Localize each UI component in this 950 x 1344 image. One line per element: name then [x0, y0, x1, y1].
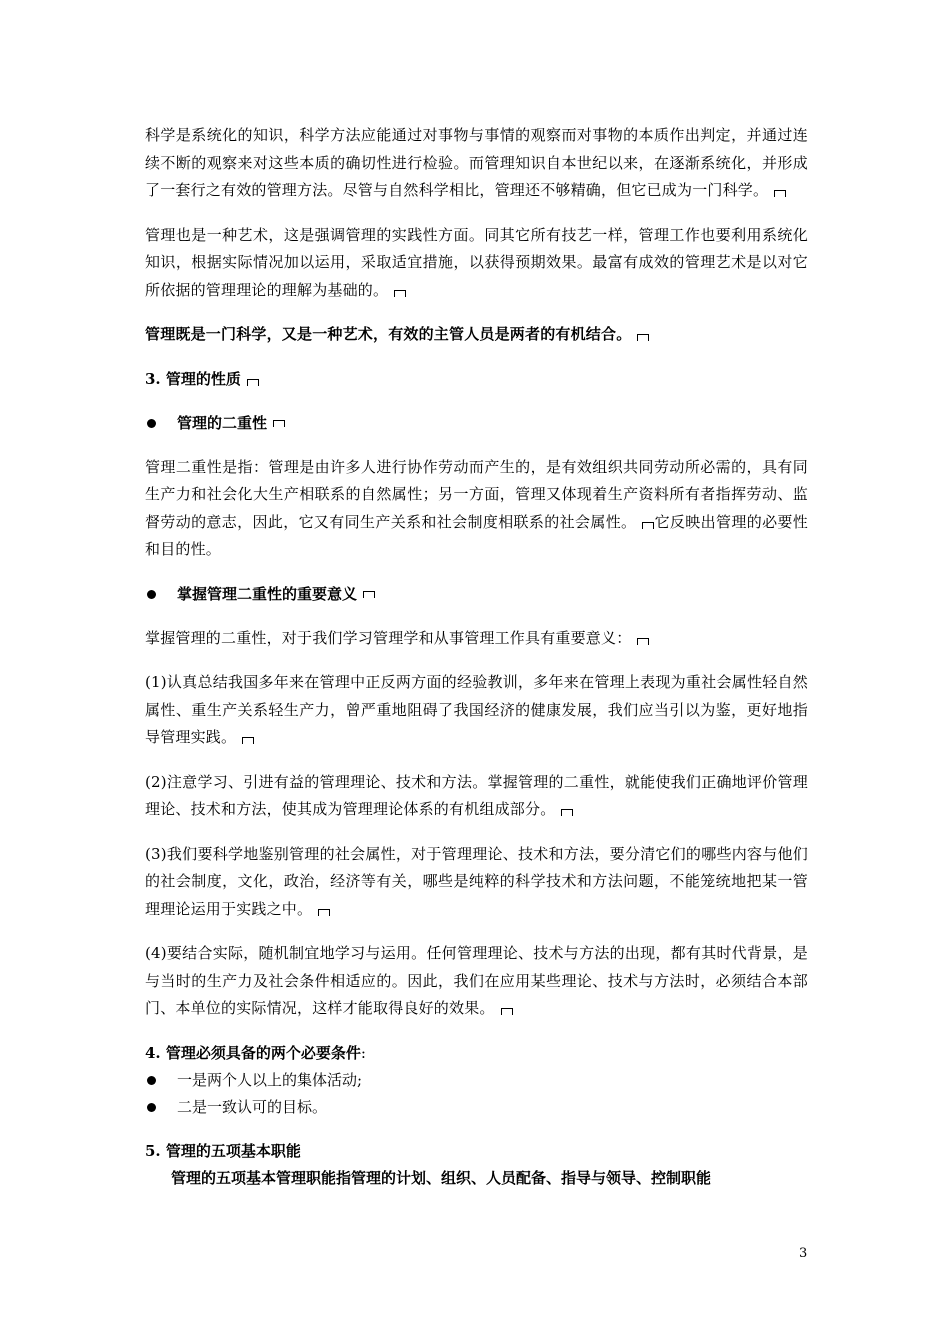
paragraph-mark-icon: [247, 379, 259, 386]
document-page: [145, 122, 808, 1192]
paragraph-mark-icon: [501, 1008, 513, 1015]
paragraph-mark-icon: [273, 420, 285, 427]
bullet-significance: [145, 581, 808, 608]
bullet-icon: [147, 419, 156, 428]
bullet-icon: [147, 590, 156, 599]
heading-colon: :: [360, 1043, 366, 1062]
paragraph-text: 管理二重性是指：管理是由许多人进行协作劳动而产生的，是有效组织共同劳动所必需的，具有同生产力和社会化大生产相联系的自然属性；另一方面，管理又体现着生产资料所有者指挥劳动、监督劳动的意志，因此，它又有同生产关系和社会制度相联系的社会属性。: [145, 457, 808, 531]
bullet-text: 掌握管理二重性的重要意义: [177, 584, 358, 603]
bullet-icon: [147, 1076, 156, 1085]
paragraph-science: [145, 122, 808, 205]
paragraph-text: (3)我们要科学地鉴别管理的社会属性，对于管理理论、技术和方法，要分清它们的哪些内容与他们的社会制度，文化，政治，经济等有关，哪些是纯粹的科学技术和方法问题，不能笼统地把某一管理理论运用于实践之中。: [145, 844, 808, 918]
paragraph-text: 管理也是一种艺术，这是强调管理的实践性方面。同其它所有技艺一样，管理工作也要利用系统化知识，根据实际情况加以运用，采取适宜措施，以获得预期效果。最富有成效的管理艺术是以对它所依据的管理理论的理解为基础的。: [145, 225, 808, 299]
paragraph-mark-icon: [561, 809, 573, 816]
paragraph-text: 管理既是一门科学，又是一种艺术，有效的主管人员是两者的有机结合。: [145, 325, 632, 343]
heading-text: 5. 管理的五项基本职能: [145, 1141, 301, 1160]
paragraph-conclusion: [145, 321, 808, 349]
paragraph-text: (1)认真总结我国多年来在管理中正反两方面的经验教训，多年来在管理上表现为重社会属性轻自然属性、重生产关系轻生产力，曾严重地阻碍了我国经济的健康发展，我们应当引以为鉴，更好地指导管理实践。: [145, 673, 808, 746]
paragraph-mark-icon: [642, 522, 654, 529]
paragraph-mark-icon: [242, 737, 254, 744]
paragraph-mark-icon: [637, 638, 649, 645]
paragraph-mark-icon: [363, 591, 375, 598]
section-heading-4: [145, 1040, 808, 1067]
paragraph-art: [145, 222, 808, 305]
paragraph-mark-icon: [394, 290, 406, 297]
bullet-text: 二是一致认可的目标。: [177, 1097, 328, 1116]
paragraph-text: 掌握管理的二重性，对于我们学习管理学和从事管理工作具有重要意义：: [145, 628, 632, 647]
section-heading-5: [145, 1138, 808, 1165]
paragraph-text: (2)注意学习、引进有益的管理理论、技术和方法。掌握管理的二重性，就能使我们正确地评价管理理论、技术和方法，使其成为管理理论体系的有机组成部分。: [145, 772, 808, 818]
bullet-text: 管理的二重性: [177, 413, 268, 432]
heading-text: 4. 管理必须具备的两个必要条件: [145, 1043, 361, 1062]
page-number: 3: [799, 1246, 808, 1261]
list-item-1: [145, 669, 808, 752]
condition-item-1: [145, 1067, 808, 1094]
paragraph-text: (4)要结合实际，随机制宜地学习与运用。任何管理理论、技术与方法的出现，都有其时代背景，是与当时的生产力及社会条件相适应的。因此，我们在应用某些理论、技术与方法时，必须结合本部门、本单位的实际情况，这样才能取得良好的效果。: [145, 944, 808, 1017]
paragraph-mark-icon: [637, 334, 649, 341]
section-heading-3: [145, 366, 808, 393]
list-item-2: [145, 769, 808, 824]
paragraph-mark-icon: [318, 909, 330, 916]
list-item-3: [145, 841, 808, 924]
bullet-text: 一是两个人以上的集体活动;: [177, 1070, 363, 1089]
section-5-body: [145, 1165, 808, 1192]
paragraph-significance-intro: [145, 625, 808, 653]
condition-item-2: [145, 1094, 808, 1121]
paragraph-duality: [145, 454, 808, 564]
paragraph-text: 科学是系统化的知识，科学方法应能通过对事物与事情的观察而对事物的本质作出判定，并通过连续不断的观察来对这些本质的确切性进行检验。而管理知识自本世纪以来，在逐渐系统化，并形成了一套行之有效的管理方法。尽管与自然科学相比，管理还不够精确，但它已成为一门科学。: [145, 126, 808, 199]
paragraph-mark-icon: [774, 190, 786, 197]
paragraph-text: 它反映出管理的必要性和目的性。: [145, 512, 808, 558]
heading-body-text: 管理的五项基本管理职能指管理的计划、组织、人员配备、指导与领导、控制职能: [171, 1168, 712, 1187]
bullet-duality: [145, 410, 808, 437]
bullet-icon: [147, 1103, 156, 1112]
heading-text: 3. 管理的性质: [145, 369, 241, 388]
list-item-4: [145, 940, 808, 1023]
